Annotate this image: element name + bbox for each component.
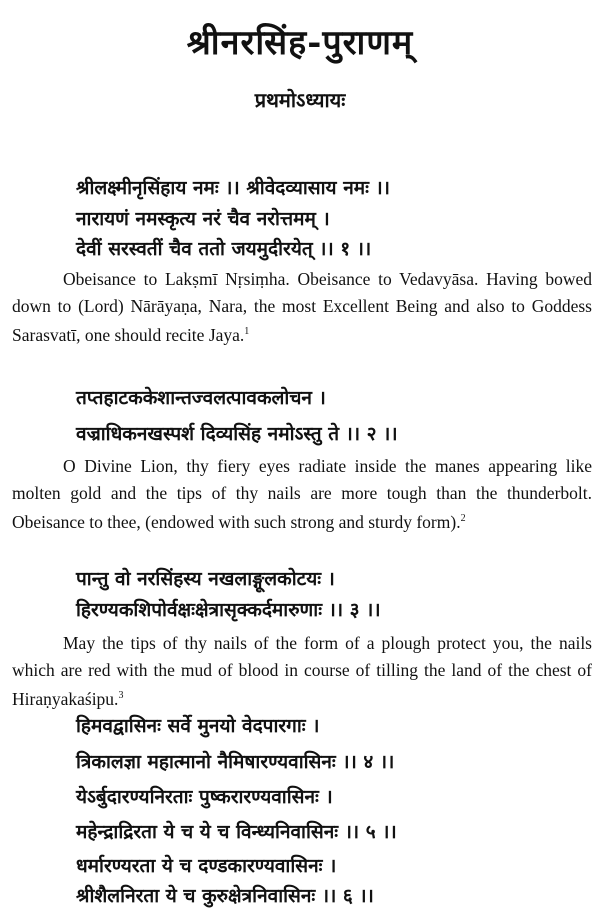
- verse-line: वज्राधिकनखस्पर्श दिव्यसिंह नमोऽस्तु ते ।। २ ।।: [76, 423, 398, 445]
- page-title: श्रीनरसिंह-पुराणम्: [186, 23, 414, 63]
- translation-paragraph: [12, 453, 592, 535]
- translation-text: O Divine Lion, thy fiery eyes radiate inside the manes appearing like molten gold and the tips of thy nails are more tough than the thunderbolt. Obeisance to thee, (endowed with such strong and sturdy form).: [12, 456, 592, 532]
- footnote-marker: 1: [244, 326, 250, 337]
- verse-line: पान्तु वो नरसिंहस्य नखलाङ्गूलकोटयः ।: [76, 568, 335, 590]
- verse-line: त्रिकालज्ञा महात्मानो नैमिषारण्यवासिनः ।। ४ ।।: [76, 751, 395, 773]
- verse-line: महेन्द्राद्रिरता ये च ये च विन्ध्यनिवासिनः ।। ५ ।।: [76, 821, 397, 843]
- chapter-heading: प्रथमोऽध्यायः: [254, 88, 346, 112]
- translation-text: May the tips of thy nails of the form of a plough protect you, the nails which are red with the mud of blood in course of tilling the land of the chest of Hiraṇyakaśipu.: [12, 633, 592, 709]
- translation-paragraph: [12, 630, 592, 712]
- translation-text: Obeisance to Lakṣmī Nṛsiṃha. Obeisance to Vedavyāsa. Having bowed down to (Lord) Nārāyaṇa, Nara, the most Excellent Being and also to Goddess Sarasvatī, one should recite Jaya.: [12, 269, 592, 345]
- verse-line: हिरण्यकशिपोर्वक्षःक्षेत्रासृक्कर्दमारुणाः ।। ३ ।।: [76, 599, 381, 621]
- verse-line: श्रीशैलनिरता ये च कुरुक्षेत्रनिवासिनः ।। ६ ।।: [76, 885, 374, 907]
- footnote-marker: 2: [460, 513, 466, 524]
- verse-line: येऽर्बुदारण्यनिरताः पुष्करारण्यवासिनः ।: [76, 786, 333, 808]
- translation-paragraph: [12, 266, 592, 348]
- footnote-marker: 3: [118, 690, 124, 701]
- verse-line: श्रीलक्ष्मीनृसिंहाय नमः ।। श्रीवेदव्यासाय नमः ।।: [76, 177, 390, 199]
- verse-line: हिमवद्वासिनः सर्वे मुनयो वेदपारगाः ।: [76, 715, 320, 737]
- verse-line: देवीं सरस्वतीं चैव ततो जयमुदीरयेत् ।। १ ।।: [76, 238, 372, 260]
- verse-line: धर्मारण्यरता ये च दण्डकारण्यवासिनः ।: [76, 855, 337, 877]
- verse-line: तप्तहाटककेशान्तज्वलत्पावकलोचन ।: [76, 387, 326, 409]
- verse-line: नारायणं नमस्कृत्य नरं चैव नरोत्तमम् ।: [76, 208, 330, 230]
